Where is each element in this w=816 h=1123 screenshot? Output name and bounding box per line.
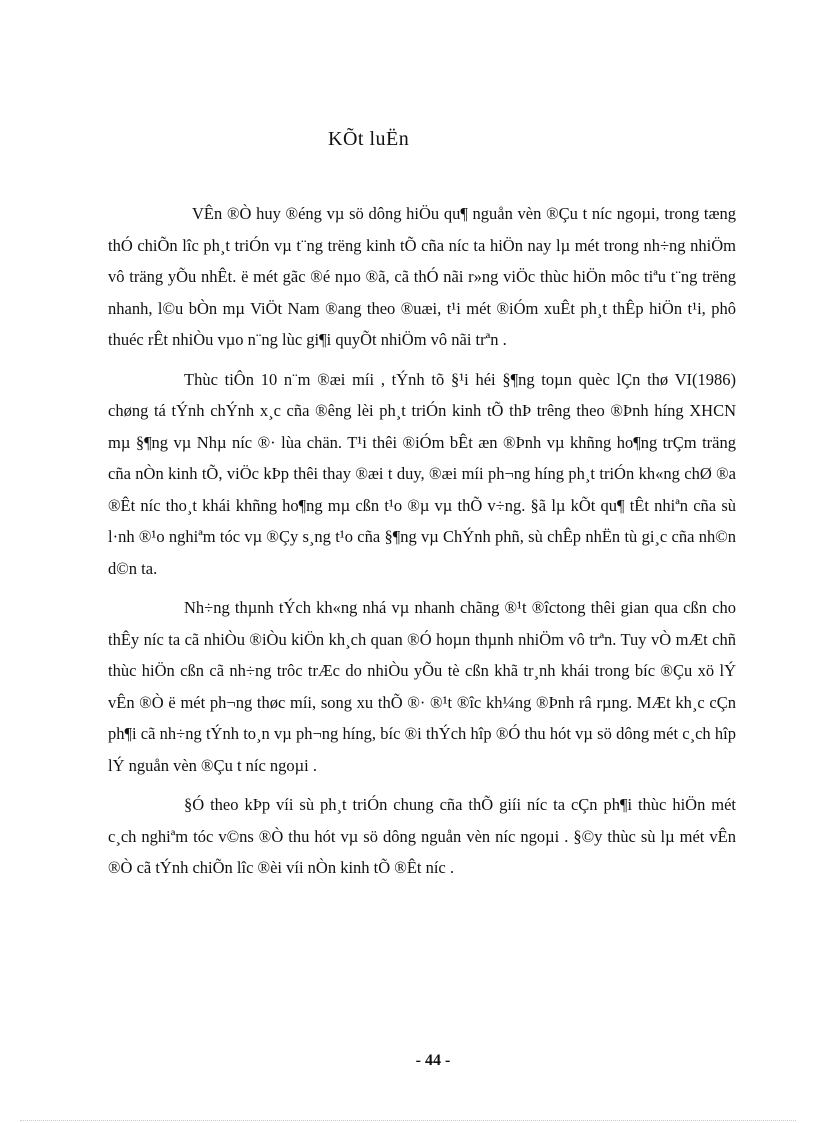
paragraph-3: Nh÷ng thµnh tÝch kh«ng nhá vµ nhanh chãng ®¹t ®îctong thêi gian qua cßn cho thÊy níc ta cã nhiÒu ®iÒu kiÖn kh¸ch quan ®Ó hoµn thµnh nhiÖm vô trªn. Tuy vÒ mÆt chñ thùc hiÖn cßn cã nh÷ng trôc trÆc do nhiÒu yÕu tè cßn khã tr¸nh khái trong bíc ®Çu xö lÝ vÊn ®Ò ë mét ph¬ng thøc míi, song xu thÕ ®· ®¹t ®îc kh¼ng ®Þnh râ rµng. MÆt kh¸c cÇn ph¶i cã nh÷ng tÝnh to¸n vµ ph¬ng híng, bíc ®i thÝch hîp ®Ó thu hót vµ sö dông mét c¸ch hîp lÝ nguån vèn ®Çu t níc ngoµi . [108,598,736,775]
page-title: KÕt luËn [328,128,410,150]
page-bottom-divider [20,1120,796,1121]
paragraph-2: Thùc tiÔn 10 n¨m ®æi míi , tÝnh tõ §¹i héi §¶ng toµn quèc lÇn thø VI(1986) chøng tá tÝnh chÝnh x¸c cña ®êng lèi ph¸t triÓn kinh tÕ thÞ trêng theo ®Þnh híng XHCN mµ §¶ng vµ Nhµ níc ®· lùa chän. T¹i thêi ®iÓm bÊt æn ®Þnh vµ khñng ho¶ng trÇm träng cña nÒn kinh tÕ, viÖc kÞp thêi thay ®æi t duy, ®æi míi ph¬ng híng ph¸t triÓn kh«ng chØ ®a ®Êt níc tho¸t khái khñng ho¶ng mµ cßn t¹o ®µ vµ thÕ v÷ng. §ã lµ kÕt qu¶ tÊt nhiªn cña sù l·nh ®¹o nghiªm tóc vµ ®Çy s¸ng t¹o cña §¶ng vµ ChÝnh phñ, sù chÊp nhËn tù gi¸c cña nh©n d©n ta. [108,369,736,578]
body-text [108,198,736,892]
page-number: - 44 - [415,1052,451,1069]
paragraph-4: §Ó theo kÞp víi sù ph¸t triÓn chung cña thÕ giíi níc ta cÇn ph¶i thùc hiÖn mét c¸ch nghiªm tóc v©ns ®Ò thu hót vµ sö dông nguån vèn níc ngoµi . §©y thùc sù lµ mét vÊn ®Ò cã tÝnh chiÕn lîc ®èi víi nÒn kinh tÕ ®Êt níc . [108,795,736,877]
paragraph-1: VÊn ®Ò huy ®éng vµ sö dông hiÖu qu¶ nguån vèn ®Çu t níc ngoµi, trong tæng thÓ chiÕn lîc ph¸t triÓn vµ t¨ng trëng kinh tÕ cña níc ta hiÖn nay lµ mét trong nh÷ng nhiÖm vô träng yÕu nhÊt. ë mét gãc ®é nµo ®ã, cã thÓ nãi r»ng viÖc thùc hiÖn môc tiªu t¨ng trëng nhanh, l©u bÒn mµ ViÖt Nam ®ang theo ®uæi, t¹i mét ®iÓm xuÊt ph¸t thÊp hiÖn t¹i, phô thuéc rÊt nhiÒu vµo n¨ng lùc gi¶i quyÕt nhiÖm vô nãi trªn . [108,204,736,349]
